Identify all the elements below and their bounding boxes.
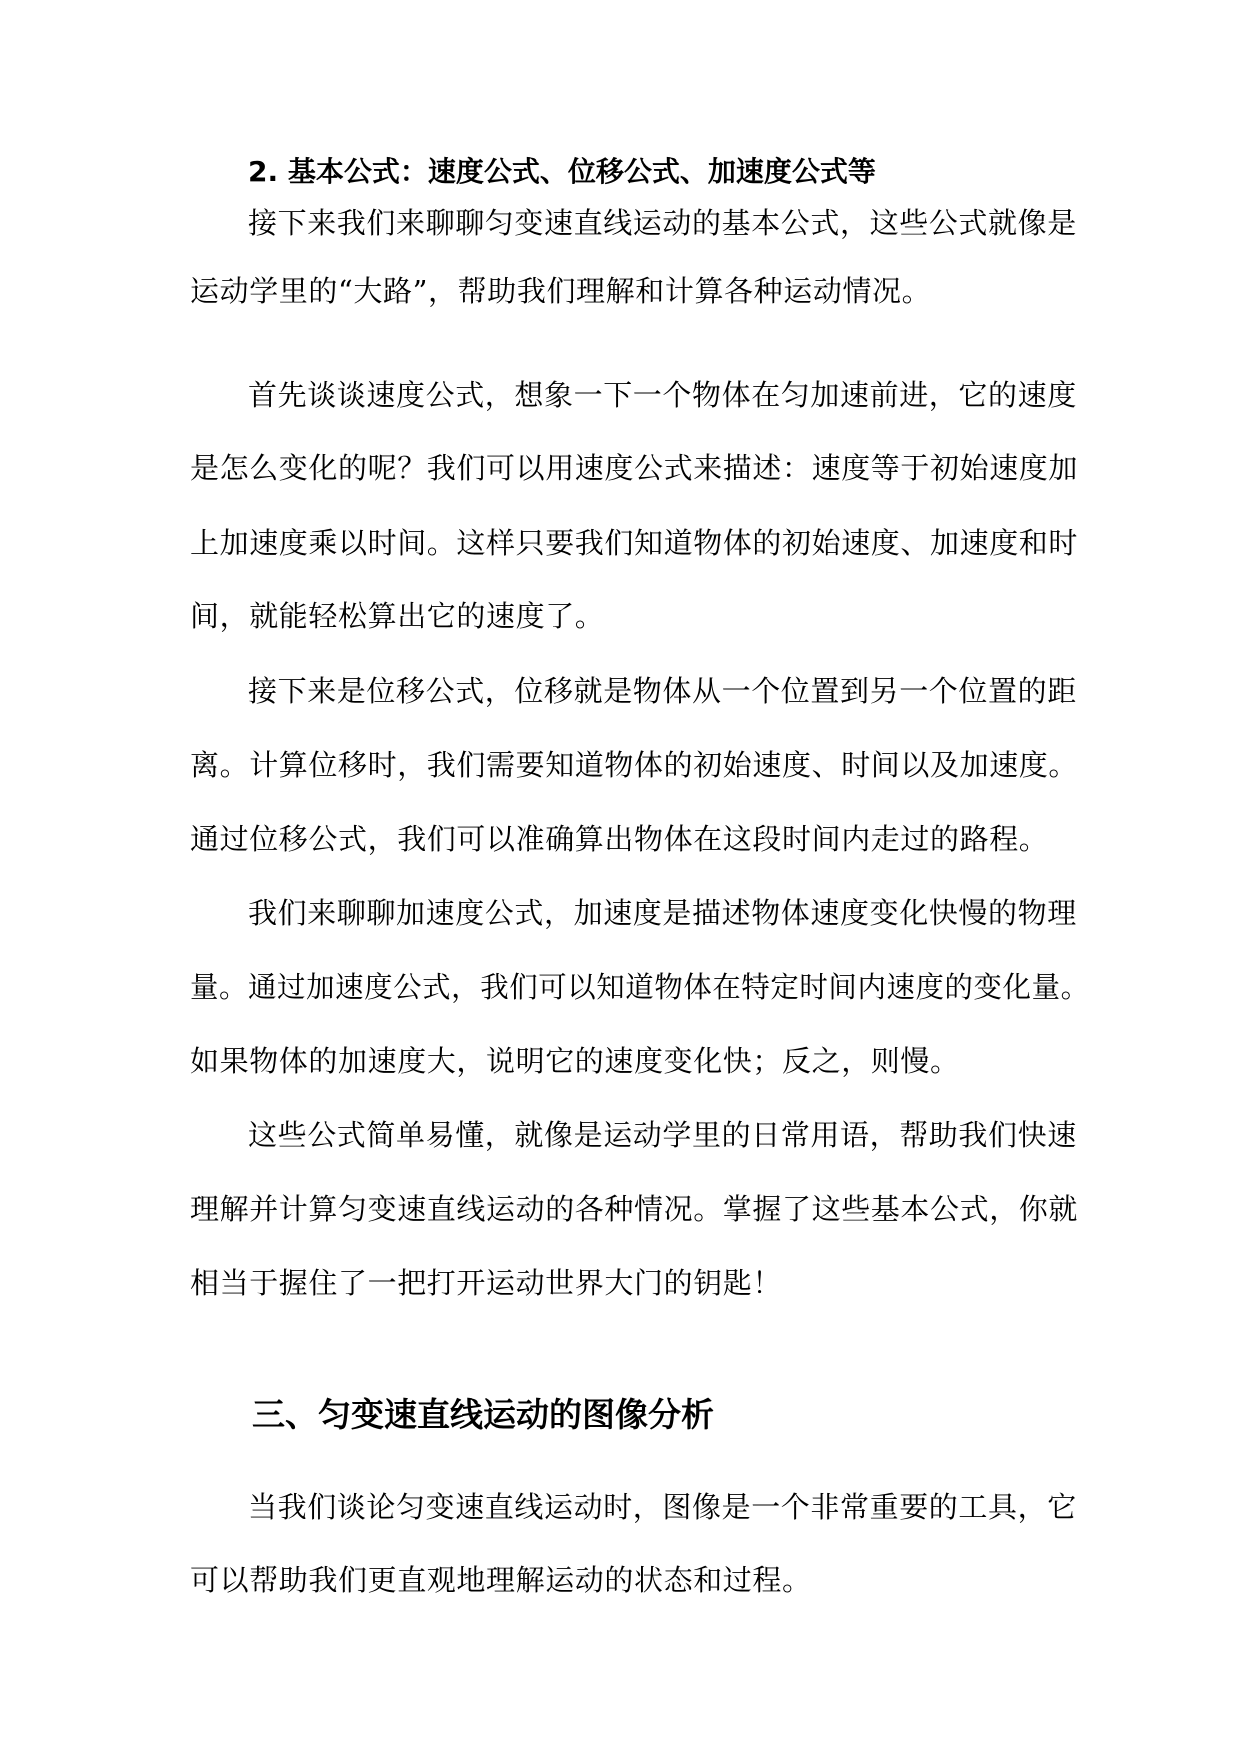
paragraph-line: 接下来我们来聊聊匀变速直线运动的基本公式，这些公式就像是	[248, 206, 1077, 240]
paragraph-line: 如果物体的加速度大，说明它的速度变化快；反之，则慢。	[190, 1044, 960, 1078]
section-heading: 三、匀变速直线运动的图像分析	[252, 1395, 714, 1434]
paragraph-line: 可以帮助我们更直观地理解运动的状态和过程。	[190, 1563, 812, 1597]
paragraph-line: 运动学里的“大路”，帮助我们理解和计算各种运动情况。	[190, 274, 932, 308]
paragraph-line: 通过位移公式，我们可以准确算出物体在这段时间内走过的路程。	[190, 822, 1049, 856]
paragraph-line: 当我们谈论匀变速直线运动时，图像是一个非常重要的工具，它	[248, 1490, 1077, 1524]
paragraph-line: 上加速度乘以时间。这样只要我们知道物体的初始速度、加速度和时	[190, 526, 1079, 560]
subsection-heading: 2. 基本公式：速度公式、位移公式、加速度公式等	[248, 155, 876, 188]
paragraph-line: 首先谈谈速度公式，想象一下一个物体在匀加速前进，它的速度	[248, 378, 1077, 412]
paragraph-line: 理解并计算匀变速直线运动的各种情况。掌握了这些基本公式，你就	[190, 1192, 1079, 1226]
paragraph-line: 是怎么变化的呢？我们可以用速度公式来描述：速度等于初始速度加	[190, 451, 1079, 485]
paragraph-line: 这些公式简单易懂，就像是运动学里的日常用语，帮助我们快速	[248, 1118, 1077, 1152]
paragraph-line: 间，就能轻松算出它的速度了。	[190, 599, 605, 633]
paragraph-line: 离。计算位移时，我们需要知道物体的初始速度、时间以及加速度。	[190, 748, 1079, 782]
paragraph-line: 我们来聊聊加速度公式，加速度是描述物体速度变化快慢的物理	[248, 896, 1077, 930]
paragraph-line: 接下来是位移公式，位移就是物体从一个位置到另一个位置的距	[248, 674, 1077, 708]
paragraph-line: 相当于握住了一把打开运动世界大门的钥匙！	[190, 1266, 783, 1300]
paragraph-line: 量。通过加速度公式，我们可以知道物体在特定时间内速度的变化量。	[190, 970, 1090, 1004]
